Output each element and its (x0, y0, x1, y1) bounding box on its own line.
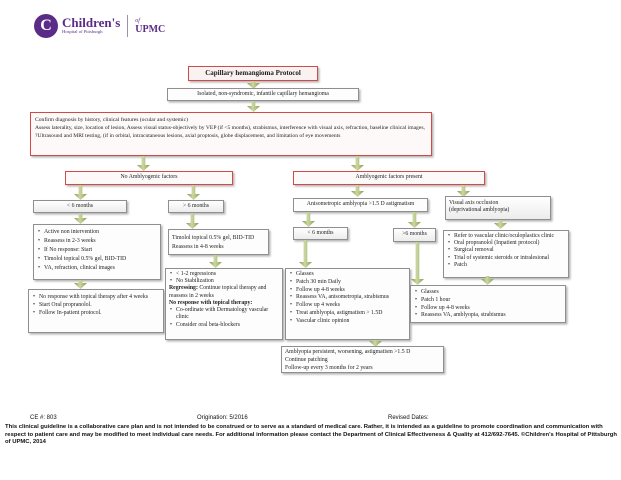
list-item: • Follow up 4-8 weeks (289, 287, 406, 295)
list-item: • < 1-2 regressions (169, 271, 279, 278)
logo-name: Children's (62, 15, 121, 31)
childrens-hospital-logo-icon: C (34, 14, 58, 38)
list-item: • Trial of systemic steroids or intralesional (447, 255, 565, 262)
right-over-6-months-box: >6 months (393, 228, 436, 242)
no-amblyogenic-header: No Amblyogenic factors (65, 171, 233, 185)
right-under6-plan-list (285, 268, 410, 340)
flow-arrow (187, 185, 200, 200)
timolol-line1: Timolol topical 0.5% gel, BID-TID (172, 235, 255, 241)
list-item: • Reassess in 2-3 weeks (37, 237, 157, 246)
list-item: • Active non intervention (37, 228, 157, 237)
visual-axis-occlusion-box (445, 196, 551, 220)
logo-divider (127, 15, 128, 37)
flow-arrow (302, 212, 315, 227)
list-item: • Glasses (414, 289, 562, 297)
regressing-label: Regressing: (169, 285, 198, 292)
hospital-logo (34, 14, 165, 38)
list-item: • Follow up 4 weeks (289, 302, 406, 310)
list-item: • Consider oral beta-blockers (169, 322, 279, 329)
logo-upmc: UPMC (135, 23, 166, 35)
assessment-line2: Assess laterality, size, location of lesion, Assess visual status-objectively by VEP (if <5 months), strabismus, interference with visual axis, refraction, baseline clinical images, ?Ultrasound and MRI testing, (if in orbital, intracutaneous lesions, axial proptosis, globe displacement, and limitation of eye movements (35, 125, 425, 140)
title-box: Capillary hemangioma Protocol (188, 66, 318, 81)
footer-origination: Origination: 5/2016 (197, 415, 248, 421)
visual-axis-options-list (443, 230, 569, 278)
left-outcomes-box (165, 268, 283, 340)
flow-arrow (494, 220, 507, 229)
right-over6-plan-list (410, 285, 566, 323)
visual-axis-line1: Visual axis occlusion (449, 200, 499, 206)
list-item: • Start Oral propranolol. (32, 302, 160, 310)
flow-arrow (351, 185, 364, 197)
logo-tagline: Hospital of Pittsburgh (62, 29, 103, 35)
list-item: • Co-ordinate with Dermatology vascular clinic (169, 307, 279, 321)
footer-revised-dates: Revised Dates: (388, 415, 429, 421)
list-item: • Patch (447, 262, 565, 269)
list-item: • Glasses (289, 271, 406, 279)
persistent-line3: Follow-up every 3 months for 2 years (285, 364, 373, 371)
assessment-box (30, 112, 432, 156)
persistent-line2: Continue patching (285, 356, 328, 363)
left-no-response-list (28, 289, 164, 333)
assessment-line1: Confirm diagnosis by history, clinical features (ocular and systemic) (35, 117, 188, 123)
list-item: • Follow In-patient protocol. (32, 310, 160, 318)
anisometropic-box: Anisometropic amblyopia >1.5 D astigmatism (293, 198, 428, 212)
regressing-text: Continue topical therapy and reassess in 2 weeks (169, 285, 267, 299)
list-item: • Surgical removal (447, 247, 565, 254)
visual-axis-line2: (deprivational amblyopia) (449, 207, 510, 214)
list-item: • Oral propranolol (Inpatient protocol) (447, 240, 565, 247)
list-item: • Treat amblyopia, astigmatism > 1.5D (289, 310, 406, 318)
list-item: • Timolol topical 0.5% gel, BID-TID (37, 255, 157, 264)
regressing-line (169, 285, 279, 299)
list-item: • If No response: Start (37, 246, 157, 255)
list-item: • Reassess VA, anisometropia, strabismus (289, 294, 406, 302)
right-under-6-months-box: < 6 months (293, 227, 348, 240)
flow-arrow (411, 242, 424, 285)
subtitle-box: Isolated, non-syndromic, infantile capillary hemangioma (167, 88, 359, 101)
list-item: • VA, refraction, clinical images (37, 264, 157, 273)
left-over-6-months-box: > 6 months (168, 200, 224, 213)
list-item: • Reassess VA, amblyopia, strabismus (414, 312, 562, 320)
flow-arrow (351, 156, 364, 171)
list-item: • Patch 1 hour (414, 297, 562, 305)
logo-upmc-block (135, 18, 165, 35)
flow-arrow (209, 255, 222, 268)
amblyogenic-header: Amblyogenic factors present (293, 171, 485, 185)
flow-arrow (137, 156, 150, 171)
timolol-box (168, 229, 269, 255)
flow-arrow (408, 212, 421, 228)
no-response-label: No response with topical therapy: (169, 299, 253, 306)
flow-arrow (186, 213, 199, 229)
flow-arrow (74, 280, 87, 289)
flow-arrow (74, 213, 87, 224)
list-item: • No response with topical therapy after 4 weeks (32, 294, 160, 302)
persistent-amblyopia-box (281, 346, 444, 373)
footer-disclaimer: This clinical guideline is a collaborative care plan and is not intended to be construed or to serve as a standard of medical care. Rather, it is intended as a guideline to promote coordination and communication with respect to patient care and may be modified to meet individual care needs. For additional information please contact the Department of Clinical Effectiveness & Quality at 412/692-7645. ©Children's Hospital of Pittsburgh of UPMC, 2014 (5, 424, 617, 446)
list-item: • Vascular clinic opinion (289, 318, 406, 326)
list-item: • Follow up 4-8 weeks (414, 305, 562, 313)
logo-of: of (135, 17, 140, 24)
flow-arrow (74, 185, 87, 200)
list-item: • Patch 30 min Daily (289, 279, 406, 287)
persistent-line1: Amblyopia persistent, worsening, astigmatism >1.5 D (285, 349, 411, 355)
list-item: • Refer to vascular clinic/oculoplastics clinic (447, 233, 565, 240)
flow-arrow (247, 101, 260, 112)
left-under6-plan-list (33, 224, 161, 280)
timolol-line2: Reassess in 4-8 weeks (172, 243, 224, 250)
flow-arrow (299, 240, 312, 268)
logo-text (62, 16, 120, 35)
list-item: • No Stabilization (169, 278, 279, 285)
left-under-6-months-box: < 6 months (33, 200, 127, 213)
footer-ce-number: CE #: 803 (30, 415, 57, 421)
